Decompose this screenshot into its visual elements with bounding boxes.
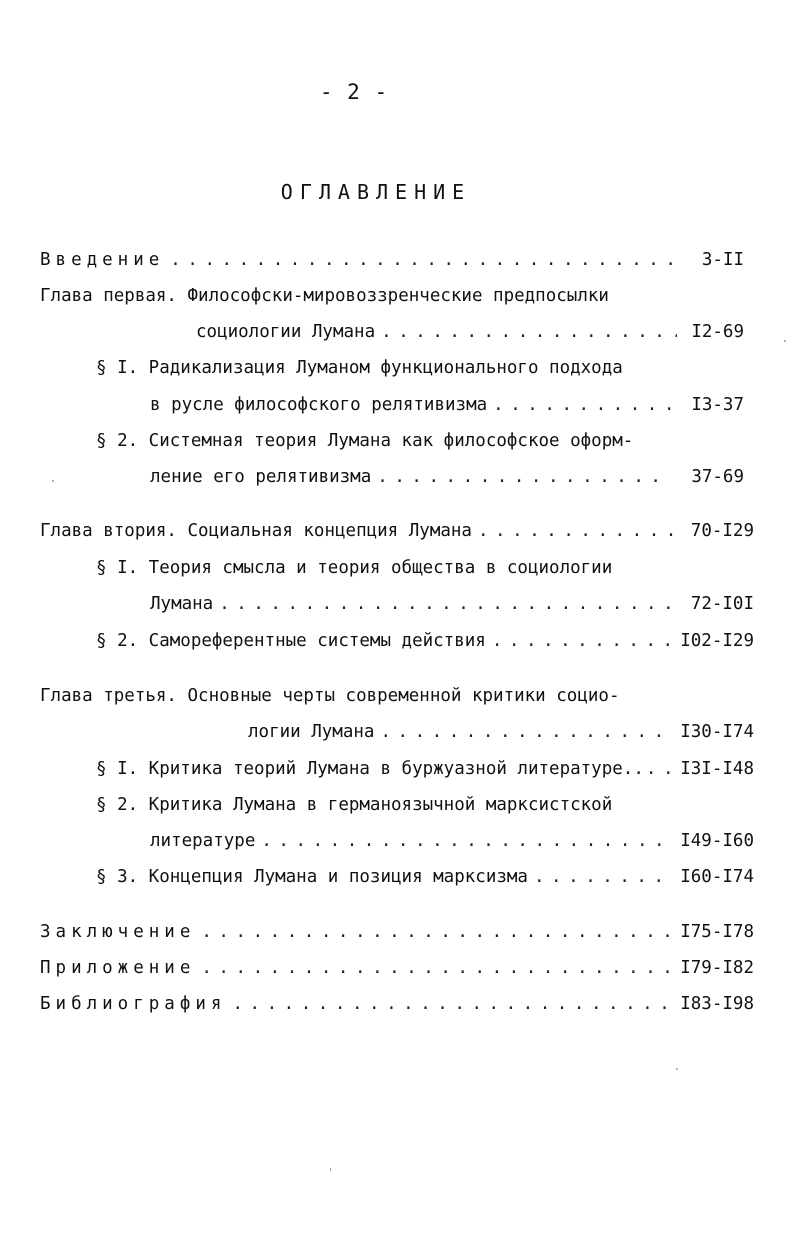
scan-speck: [784, 340, 786, 342]
toc-entry-conclusion-pages: I75-I78: [680, 922, 754, 942]
dot-leader: [201, 918, 670, 946]
dot-leader: [381, 318, 677, 346]
toc-chapter-1: [196, 318, 756, 346]
toc-section-3-2: [150, 827, 756, 855]
toc-chapter-1-line2: социологии Лумана: [196, 322, 376, 342]
dot-leader: [492, 627, 670, 655]
toc-entry-bibliography-pages: I83-I98: [680, 994, 754, 1014]
toc-section-1-2: [150, 463, 756, 491]
toc-entry-conclusion-text: Заключение: [40, 922, 196, 942]
toc-entry-conclusion: [40, 918, 756, 946]
toc-section-2-1: [150, 590, 756, 618]
toc-section-3-3-line1: § 3. Концепция Лумана и позиция марксизма: [96, 867, 528, 887]
toc-section-3-3-pages: I60-I74: [680, 867, 754, 887]
toc-section-2-2-pages: I02-I29: [680, 631, 754, 651]
toc-entry-bibliography: [40, 990, 756, 1018]
toc-section-3-2-pages: I49-I60: [680, 831, 754, 851]
dot-leader: [380, 718, 666, 746]
toc-section-1-1: [150, 391, 756, 419]
toc-section-2-2-line1: § 2. Самореферентные системы действия: [96, 631, 486, 651]
toc-chapter-1-pages: I2-69: [691, 322, 744, 342]
toc-entry-intro-text: Введение: [40, 250, 165, 270]
dot-leader: [219, 590, 677, 618]
toc-section-1-1-pages: I3-37: [691, 395, 744, 415]
toc-section-2-1-line1: § I. Теория смысла и теория общества в социологии: [96, 558, 613, 578]
dot-leader: [201, 954, 670, 982]
toc-chapter-2: [40, 517, 756, 545]
toc-entry-appendix-text: Приложение: [40, 958, 196, 978]
toc-section-1-1-line2: в русле философского релятивизма: [150, 395, 488, 415]
dot-leader: [232, 990, 670, 1018]
dot-leader: [261, 827, 670, 855]
scan-speck: [330, 1168, 331, 1171]
toc-section-3-1: [96, 755, 756, 783]
toc-section-3-1-pages: I3I-I48: [680, 759, 754, 779]
dot-leader: [493, 391, 677, 419]
toc-section-3-2-line1: § 2. Критика Лумана в германоязычной марксистской: [96, 795, 613, 815]
toc-entry-intro-pages: 3-II: [701, 250, 744, 270]
dot-leader: [534, 863, 670, 891]
toc-section-2-2: [96, 627, 756, 655]
toc-chapter-3-line1: Глава третья. Основные черты современной критики социо-: [40, 686, 620, 706]
toc-section-2-1-line2: Лумана: [150, 594, 214, 614]
toc-section-2-1-pages: 72-I0I: [690, 594, 754, 614]
toc-chapter-2-pages: 70-I29: [690, 521, 754, 541]
dot-leader: [377, 463, 665, 491]
toc-entry-appendix-pages: I79-I82: [680, 958, 754, 978]
toc-entry-appendix: [40, 954, 756, 982]
toc-section-3-1-line1: § I. Критика теорий Лумана в буржуазной литературе..: [96, 759, 644, 779]
toc-chapter-3-line2: логии Лумана: [248, 722, 375, 742]
toc-section-1-1-line1: § I. Радикализация Луманом функционального подхода: [96, 358, 623, 378]
scan-speck: [676, 1068, 678, 1070]
toc-entry-intro: [40, 246, 756, 274]
toc-chapter-2-line1: Глава втория. Социальная концепция Лумана: [40, 521, 472, 541]
toc-entry-bibliography-text: Библиография: [40, 994, 227, 1014]
toc-chapter-3: [248, 718, 756, 746]
page-number: - 2 -: [319, 80, 389, 104]
toc-section-1-2-line2: ление его релятивизма: [150, 467, 372, 487]
dot-leader: [170, 246, 676, 274]
toc-chapter-1-line1: Глава первая. Философски-мировоззренческие предпосылки: [40, 286, 609, 306]
toc-section-1-2-pages: 37-69: [691, 467, 744, 487]
scan-speck: [52, 480, 54, 482]
dot-leader: [478, 517, 677, 545]
toc-section-3-2-line2: литературе: [150, 831, 256, 851]
dot-leader: [646, 755, 674, 783]
toc-chapter-3-pages: I30-I74: [680, 722, 754, 742]
toc-section-3-3: [96, 863, 756, 891]
toc-title: ОГЛАВЛЕНИЕ: [280, 180, 472, 204]
toc-section-1-2-line1: § 2. Системная теория Лумана как философское оформ-: [96, 431, 634, 451]
